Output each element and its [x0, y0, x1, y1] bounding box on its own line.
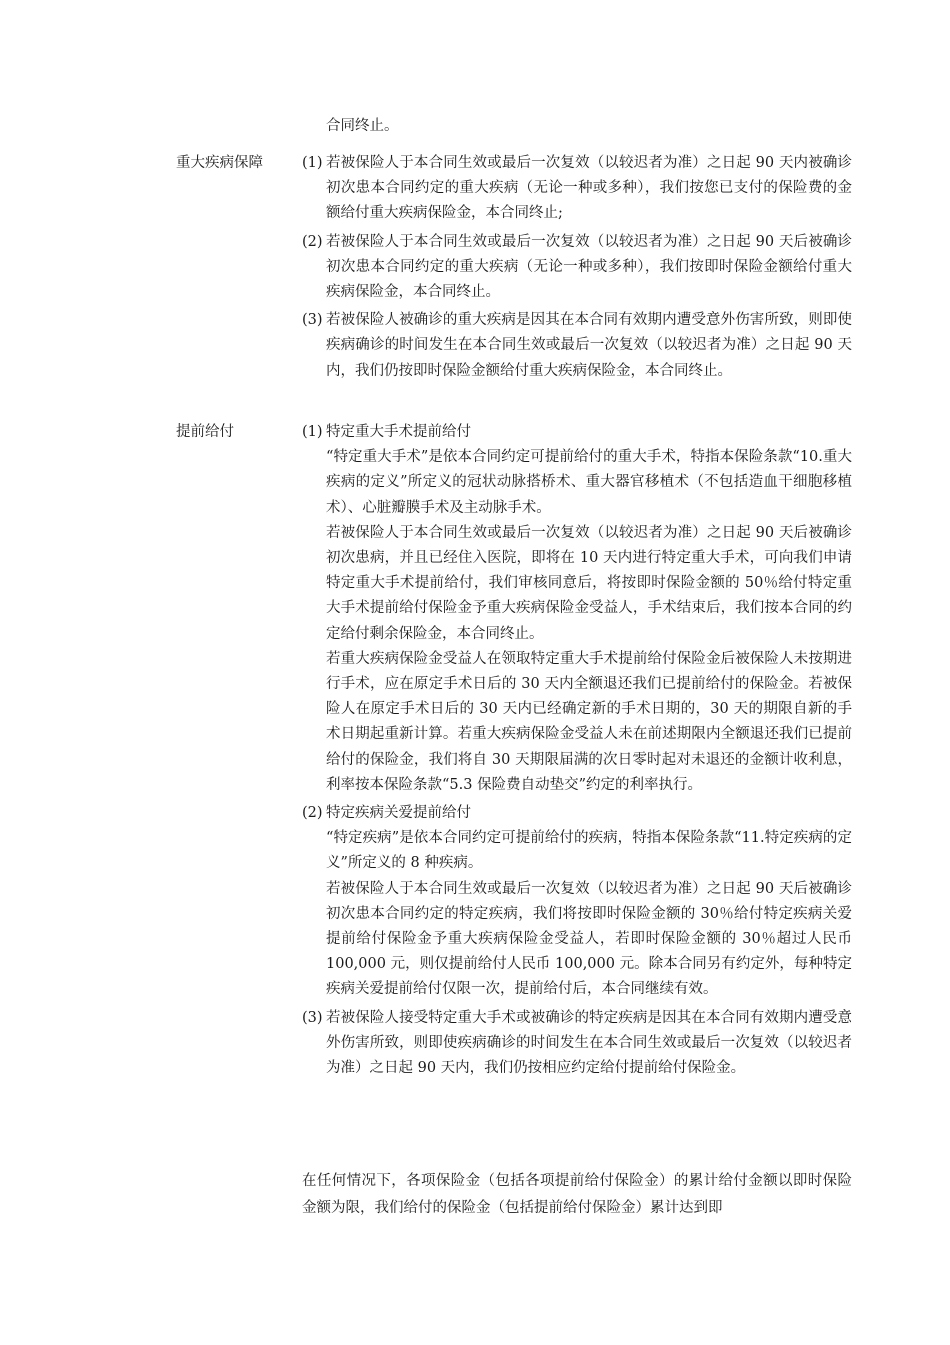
- clause-title: 特定疾病关爱提前给付: [326, 805, 471, 822]
- section-label-advance-payment: 提前给付: [176, 424, 234, 440]
- clause-paragraph: 若被保险人于本合同生效或最后一次复效（以较迟者为准）之日起 90 天后被确诊初次患本合同约定的特定疾病，我们将按即时保险金额的 30％给付特定疾病关爱提前给付保险金予重大疾病保险金受益人，若即时保险金额的 30％超过人民币 100,000 元，则仅提前给付人民币 100,000 元。除本合同另有约定外，每种特定疾病关爱提前给付仅限一次，提前给付后，本合同继续有效。: [326, 880, 852, 998]
- closing-paragraph: 在任何情况下，各项保险金（包括各项提前给付保险金）的累计给付金额以即时保险金额为限，我们给付的保险金（包括提前给付保险金）累计达到即: [302, 1173, 852, 1216]
- clause-item: [302, 151, 852, 227]
- clause-number: (3): [302, 1009, 323, 1026]
- clause-item: [302, 308, 852, 384]
- clause-text: 若被保险人接受特定重大手术或被确诊的特定疾病是因其在本合同有效期内遭受意外伤害所致，则即使疾病确诊的时间发生在本合同生效或最后一次复效（以较迟者为准）之日起 90 天内，我们仍按相应约定给付提前给付保险金。: [326, 1009, 852, 1077]
- clause-item: [302, 801, 852, 1003]
- clause-number: (2): [302, 233, 323, 250]
- clause-paragraph: “特定重大手术”是依本合同约定可提前给付的重大手术，特指本保险条款“10.重大疾病的定义”所定义的冠状动脉搭桥术、重大器官移植术（不包括造血干细胞移植术）、心脏瓣膜手术及主动脉手术。: [326, 449, 852, 516]
- clause-item: [302, 1006, 852, 1082]
- intro-text: 合同终止。: [326, 118, 399, 134]
- section-body-critical-illness: [302, 151, 852, 387]
- clause-number: (1): [302, 155, 323, 171]
- clause-paragraph: 若重大疾病保险金受益人在领取特定重大手术提前给付保险金后被保险人未按期进行手术，应在原定手术日后的 30 天内全额退还我们已提前给付的保险金。若被保险人在原定手术日后的 30 天内已经确定新的手术日期的，30 天的期限自新的手术日期起重新计算。若重大疾病保险金受益人未在前述期限内全额退还我们已提前给付的保险金，我们将自 30 天期限届满的次日零时起对未退还的金额计收利息，利率按本保险条款“5.3 保险费自动垫交”约定的利率执行。: [326, 650, 852, 793]
- section-body-advance-payment: [302, 420, 852, 1084]
- clause-text: 若被保险人被确诊的重大疾病是因其在本合同有效期内遭受意外伤害所致，则即使疾病确诊的时间发生在本合同生效或最后一次复效（以较迟者为准）之日起 90 天内，我们仍按即时保险金额给付重大疾病保险金，本合同终止。: [326, 312, 852, 379]
- clause-title: 特定重大手术提前给付: [326, 424, 471, 440]
- section-label-critical-illness: 重大疾病保障: [176, 155, 263, 171]
- clause-text: 若被保险人于本合同生效或最后一次复效（以较迟者为准）之日起 90 天内被确诊初次患本合同约定的重大疾病（无论一种或多种），我们按您已支付的保险费的金额给付重大疾病保险金，本合同终止;: [326, 155, 852, 222]
- clause-item: [302, 420, 852, 798]
- clause-item: [302, 230, 852, 306]
- clause-paragraph: “特定疾病”是依本合同约定可提前给付的疾病，特指本保险条款“11.特定疾病的定义”所定义的 8 种疾病。: [326, 830, 852, 872]
- clause-paragraph: 若被保险人于本合同生效或最后一次复效（以较迟者为准）之日起 90 天后被确诊初次患病，并且已经住入医院，即将在 10 天内进行特定重大手术，可向我们申请特定重大手术提前给付，我们审核同意后，将按即时保险金额的 50％给付特定重大手术提前给付保险金予重大疾病保险金受益人，手术结束后，我们按本合同的约定给付剩余保险金，本合同终止。: [326, 524, 852, 642]
- clause-number: (2): [302, 805, 323, 822]
- clause-text: 若被保险人于本合同生效或最后一次复效（以较迟者为准）之日起 90 天后被确诊初次患本合同约定的重大疾病（无论一种或多种），我们按即时保险金额给付重大疾病保险金，本合同终止。: [326, 233, 852, 301]
- clause-number: (3): [302, 312, 323, 329]
- clause-number: (1): [302, 424, 323, 440]
